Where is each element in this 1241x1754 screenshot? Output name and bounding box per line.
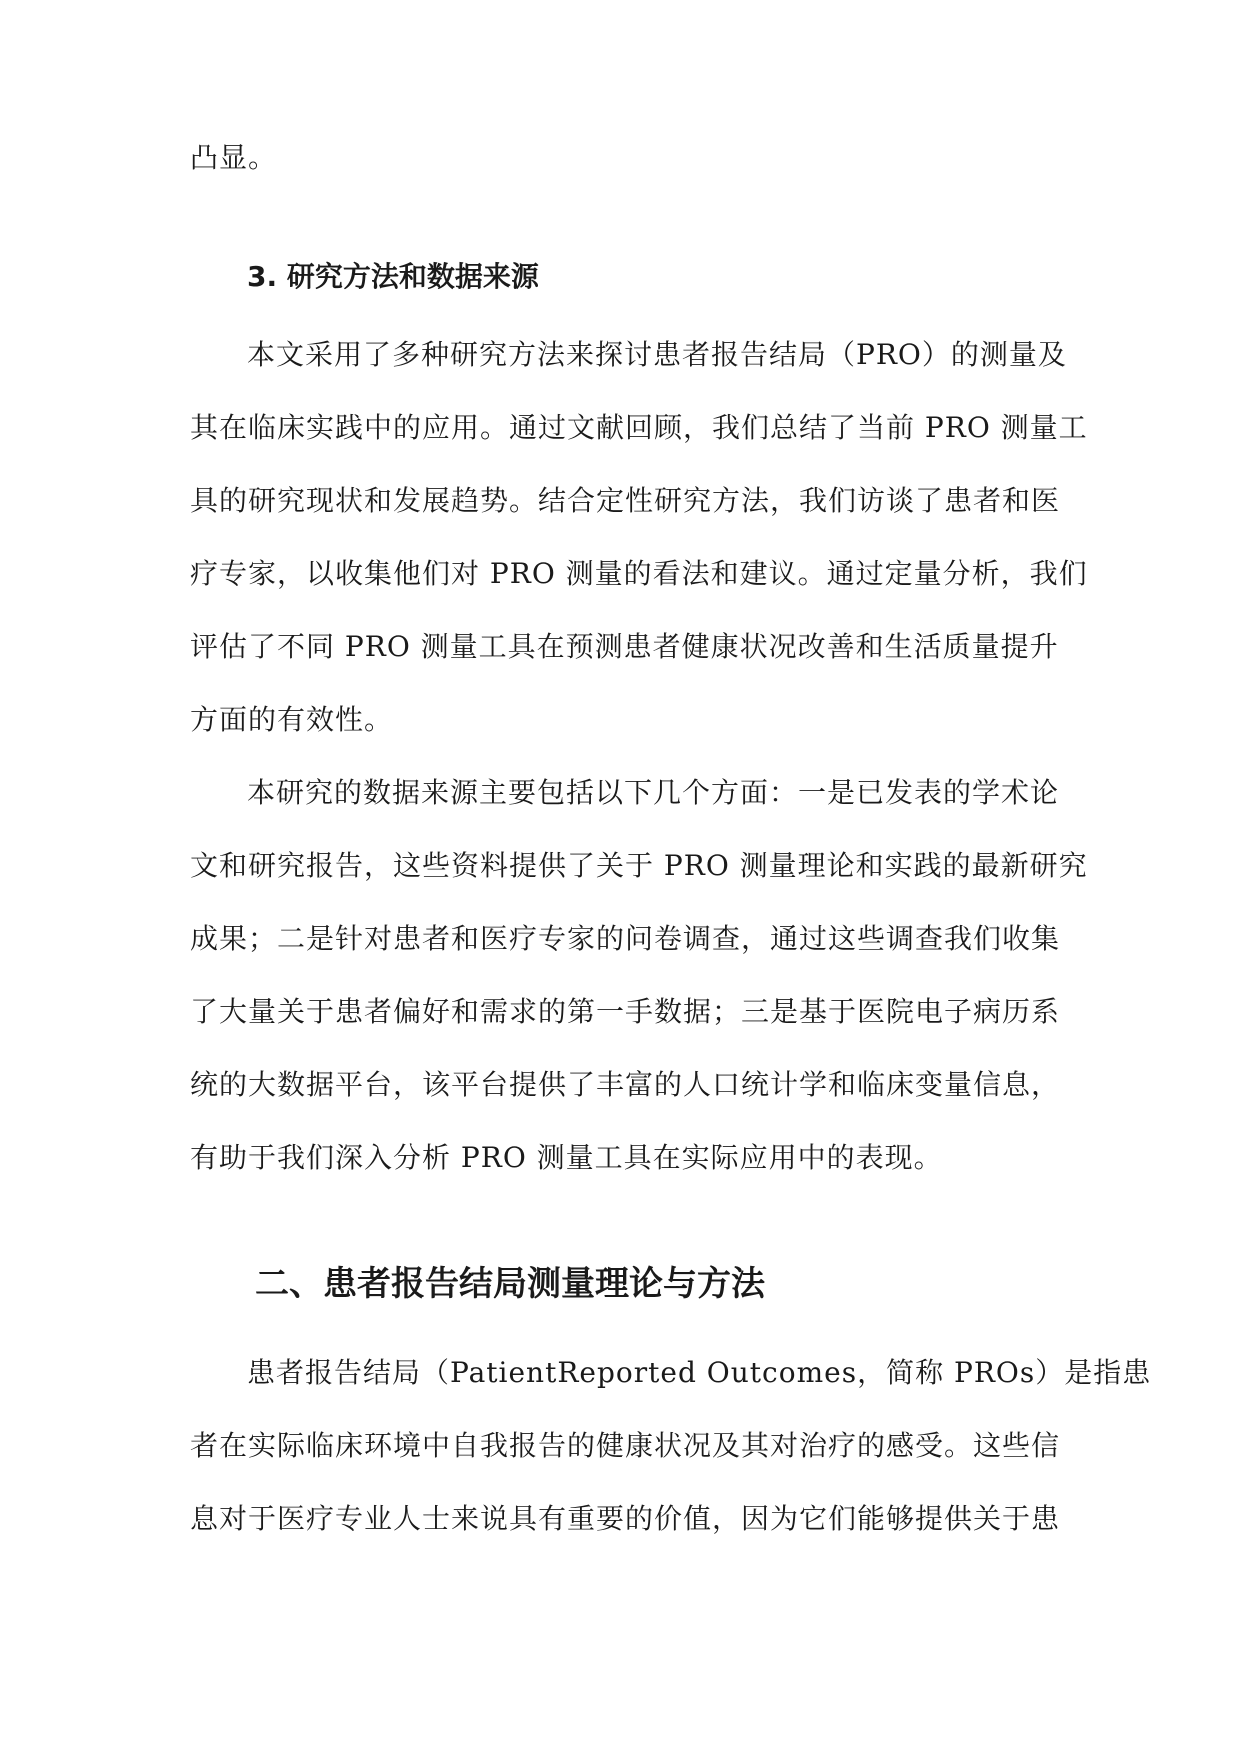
text-line: 具的研究现状和发展趋势。结合定性研究方法，我们访谈了患者和医 xyxy=(190,484,1061,517)
text-line: 本研究的数据来源主要包括以下几个方面：一是已发表的学术论 xyxy=(247,776,1060,809)
chapter-heading: 二、患者报告结局测量理论与方法 xyxy=(255,1264,765,1304)
text-line: 息对于医疗专业人士来说具有重要的价值，因为它们能够提供关于患 xyxy=(190,1502,1061,1535)
text-line: 文和研究报告，这些资料提供了关于 PRO 测量理论和实践的最新研究 xyxy=(190,849,1088,882)
text-line: 患者报告结局（PatientReported Outcomes，简称 PROs）是指患 xyxy=(247,1356,1152,1389)
text-line: 方面的有效性。 xyxy=(190,703,394,736)
text-line: 疗专家，以收集他们对 PRO 测量的看法和建议。通过定量分析，我们 xyxy=(190,557,1088,590)
text-line: 评估了不同 PRO 测量工具在预测患者健康状况改善和生活质量提升 xyxy=(190,630,1059,663)
text-line: 者在实际临床环境中自我报告的健康状况及其对治疗的感受。这些信 xyxy=(190,1429,1061,1462)
section-heading-3: 3. 研究方法和数据来源 xyxy=(247,260,539,293)
text-line: 统的大数据平台，该平台提供了丰富的人口统计学和临床变量信息， xyxy=(190,1068,1061,1101)
text-line: 本文采用了多种研究方法来探讨患者报告结局（PRO）的测量及 xyxy=(247,338,1067,371)
text-line: 成果；二是针对患者和医疗专家的问卷调查，通过这些调查我们收集 xyxy=(190,922,1061,955)
text-line: 其在临床实践中的应用。通过文献回顾，我们总结了当前 PRO 测量工 xyxy=(190,411,1088,444)
paragraph-fragment: 凸显。 xyxy=(190,141,278,174)
text-line: 了大量关于患者偏好和需求的第一手数据；三是基于医院电子病历系 xyxy=(190,995,1061,1028)
text-line: 有助于我们深入分析 PRO 测量工具在实际应用中的表现。 xyxy=(190,1141,943,1174)
